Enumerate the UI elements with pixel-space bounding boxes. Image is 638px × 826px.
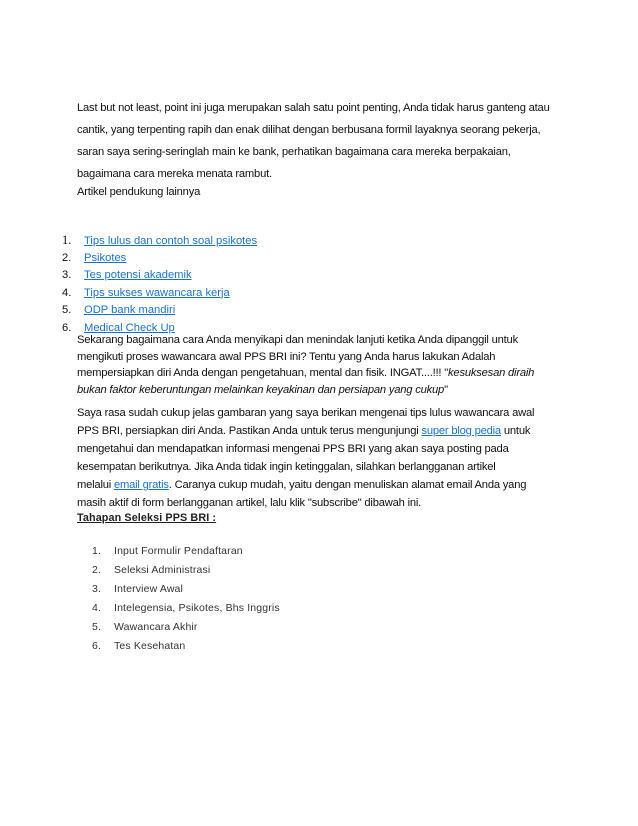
list-number: 2. bbox=[62, 251, 72, 264]
list-number: 6. bbox=[92, 640, 102, 652]
step-label: Intelegensia, Psikotes, Bhs Inggris bbox=[114, 602, 280, 614]
step-label: Seleksi Administrasi bbox=[114, 564, 211, 576]
list-item bbox=[92, 580, 280, 599]
list-item bbox=[92, 561, 280, 580]
step-label: Input Formulir Pendaftaran bbox=[114, 545, 243, 557]
paragraph-line bbox=[77, 382, 567, 399]
related-articles-title: Artikel pendukung lainnya bbox=[77, 186, 201, 198]
link-psikotes[interactable]: Psikotes bbox=[84, 251, 127, 264]
list-number: 4. bbox=[92, 602, 102, 614]
paragraph-line: mengikuti proses wawancara awal PPS BRI ini? Tentu yang Anda harus lakukan Adalah bbox=[77, 350, 496, 363]
list-number: 5. bbox=[62, 304, 72, 316]
list-item bbox=[62, 285, 257, 303]
related-articles-list bbox=[62, 232, 257, 337]
list-number: 2. bbox=[92, 564, 102, 576]
line-text: . Caranya cukup mudah, yaitu dengan menuliskan alamat email Anda yang bbox=[168, 479, 527, 491]
intro-line: saran saya sering-seringlah main ke bank, perhatikan bagaimana cara mereka berpakaian, bbox=[77, 146, 511, 158]
paragraph-preparation bbox=[77, 332, 567, 398]
list-number: 3. bbox=[92, 583, 102, 595]
list-item bbox=[92, 618, 280, 637]
link-odp-bank-mandiri[interactable]: ODP bank mandiri bbox=[84, 304, 176, 316]
selection-steps-list bbox=[92, 542, 280, 656]
list-item bbox=[62, 250, 257, 268]
paragraph-line bbox=[77, 422, 567, 440]
intro-line: cantik, yang terpenting rapih dan enak dilihat dengan berbusana formil layaknya seorang pekerja, bbox=[77, 124, 541, 136]
list-number: 6. bbox=[62, 321, 72, 334]
list-number: 5. bbox=[92, 621, 102, 633]
list-item bbox=[62, 267, 257, 285]
paragraph-conclusion bbox=[77, 404, 567, 512]
intro-paragraph bbox=[77, 97, 567, 185]
step-label: Interview Awal bbox=[114, 583, 184, 595]
list-number: 4. bbox=[62, 286, 72, 299]
list-number: 1. bbox=[92, 545, 102, 557]
paragraph-line bbox=[77, 365, 567, 382]
link-super-blog-pedia[interactable]: super blog pedia bbox=[421, 425, 501, 437]
paragraph-line: Saya rasa sudah cukup jelas gambaran yang saya berikan mengenai tips lulus wawancara awal bbox=[77, 407, 535, 419]
paragraph-line: kesempatan berikutnya. Jika Anda tidak ingin ketinggalan, silahkan berlangganan artikel bbox=[77, 461, 496, 473]
step-label: Wawancara Akhir bbox=[114, 621, 198, 633]
list-item bbox=[62, 232, 257, 250]
quote-end: " bbox=[444, 383, 448, 396]
intro-line: bagaimana cara mereka menata rambut. bbox=[77, 168, 272, 180]
list-item bbox=[92, 542, 280, 561]
list-number: 1. bbox=[62, 233, 72, 247]
intro-line: Last but not least, point ini juga merupakan salah satu point penting, Anda tidak harus ganteng atau bbox=[77, 102, 550, 114]
list-item bbox=[62, 302, 257, 320]
link-tes-potensi-akademik[interactable]: Tes potensi akademik bbox=[84, 269, 192, 281]
paragraph-line: Sekarang bagaimana cara Anda menyikapi dan menindak lanjuti ketika Anda dipanggil untuk bbox=[77, 334, 518, 346]
link-medical-check-up[interactable]: Medical Check Up bbox=[84, 321, 175, 334]
line-text: untuk bbox=[500, 425, 531, 437]
line-text: melalui bbox=[77, 479, 114, 491]
link-email-gratis[interactable]: email gratis bbox=[113, 479, 169, 491]
line-text: PPS BRI, persiapkan diri Anda. Pastikan Anda untuk terus mengunjungi bbox=[77, 425, 422, 437]
quote-text: bukan faktor keberuntungan melainkan keyakinan dan persiapan yang cukup bbox=[77, 383, 445, 396]
link-tips-wawancara[interactable]: Tips sukses wawancara kerja bbox=[84, 286, 230, 299]
list-item bbox=[92, 637, 280, 656]
step-label: Tes Kesehatan bbox=[114, 640, 186, 652]
link-tips-psikotes[interactable]: Tips lulus dan contoh soal psikotes bbox=[84, 235, 258, 247]
line-text: mempersiapkan diri Anda dengan pengetahuan, mental dan fisik. INGAT....!!! " bbox=[77, 367, 449, 379]
list-number: 3. bbox=[62, 269, 72, 281]
paragraph-line bbox=[77, 476, 567, 494]
list-item bbox=[92, 599, 280, 618]
tahapan-heading: Tahapan Seleksi PPS BRI : bbox=[77, 512, 217, 524]
quote-text: kesuksesan diraih bbox=[448, 367, 535, 379]
paragraph-line: mengetahui dan mendapatkan informasi mengenai PPS BRI yang akan saya posting pada bbox=[77, 443, 509, 455]
paragraph-line: masih aktif di form berlangganan artikel, lalu klik "subscribe" dibawah ini. bbox=[77, 497, 422, 509]
